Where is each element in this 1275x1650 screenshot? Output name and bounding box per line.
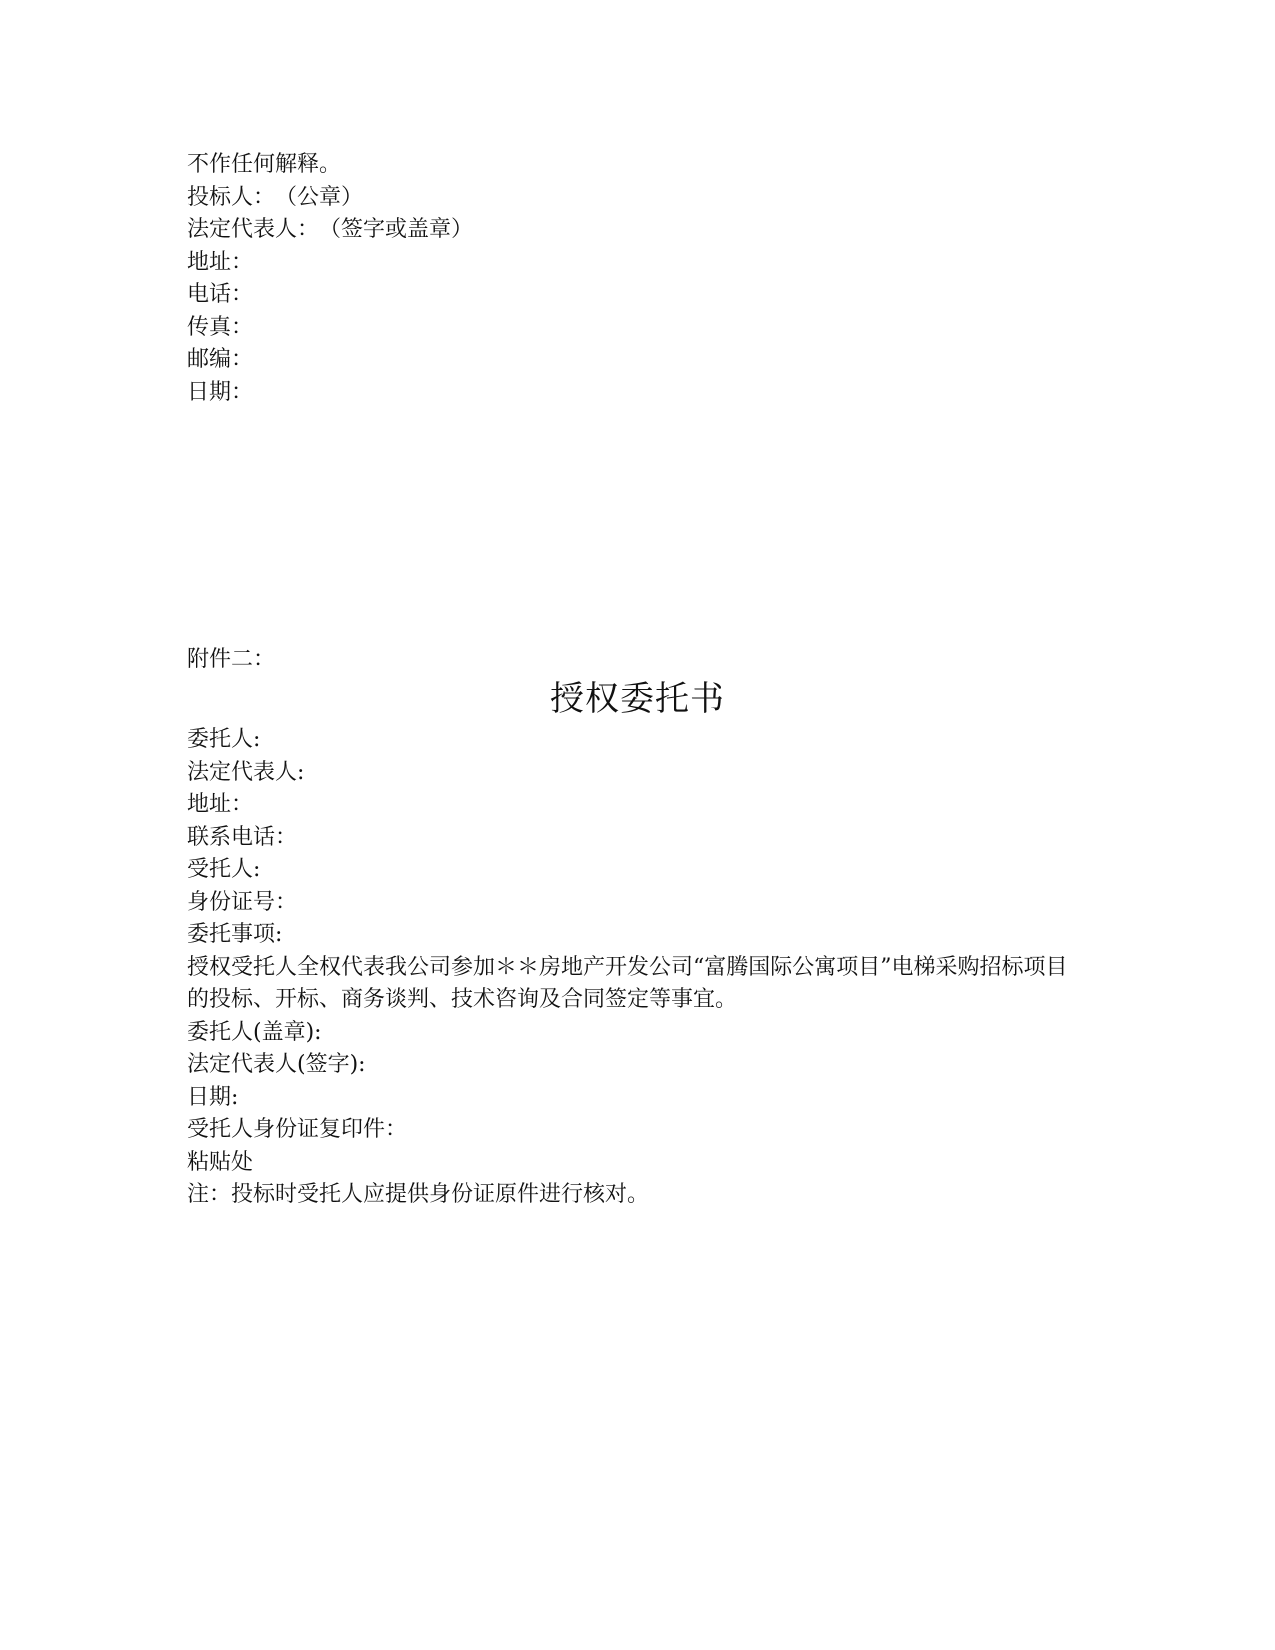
phone-line: 电话：: [187, 282, 254, 307]
fax-line: 传真：: [187, 314, 254, 340]
contact-phone-line: 联系电话：: [187, 824, 298, 850]
paste-area-label: 粘贴处: [187, 1149, 254, 1175]
note-line: 注：投标时受托人应提供身份证原件进行核对。: [187, 1182, 650, 1207]
id-copy-line: 受托人身份证复印件：: [187, 1117, 408, 1142]
postcode-line: 邮编：: [187, 347, 254, 372]
principal-seal-line: 委托人(盖章):: [187, 1019, 322, 1045]
id-number-line: 身份证号：: [187, 889, 298, 915]
matters-line: 委托事项:: [187, 922, 283, 947]
authorization-section: [187, 724, 1087, 1212]
address-line: 地址：: [187, 249, 254, 275]
principal-line: 委托人:: [187, 727, 261, 752]
agent-line: 受托人:: [187, 857, 261, 882]
legal-rep-line: 法定代表人： （签字或盖章）: [187, 217, 474, 242]
attachment-label-block: [187, 644, 1087, 677]
authorization-paragraph: 授权受托人全权代表我公司参加＊＊房地产开发公司“富腾国际公寓项目”电梯采购招标项目的投标、开标、商务谈判、技术咨询及合同签定等事宜。: [187, 954, 1068, 1012]
document-title: 授权委托书: [550, 679, 725, 719]
date-line: 日期:: [187, 1084, 239, 1110]
attachment-label: 附件二：: [187, 647, 276, 672]
legal-rep-signature-line: 法定代表人(签字):: [187, 1052, 366, 1077]
date-line: 日期：: [187, 379, 254, 405]
bidder-line: 投标人： （公章）: [187, 184, 364, 210]
legal-rep-line: 法定代表人:: [187, 759, 305, 785]
closing-text: 不作任何解释。: [187, 152, 342, 177]
address-line: 地址：: [187, 792, 254, 817]
bidder-info-section: [187, 149, 1087, 409]
